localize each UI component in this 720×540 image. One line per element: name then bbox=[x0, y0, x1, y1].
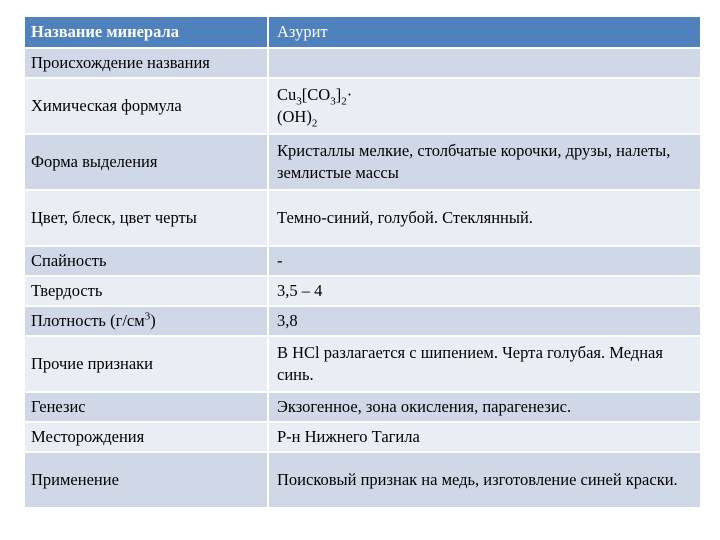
table-row bbox=[25, 246, 701, 276]
formula-part: ] bbox=[335, 85, 342, 104]
row-value: 3,8 bbox=[268, 306, 701, 336]
formula-subscript: 2 bbox=[341, 95, 347, 108]
row-label: Твердость bbox=[25, 276, 268, 306]
density-superscript: 3 bbox=[144, 310, 151, 323]
formula-subscript: 3 bbox=[296, 95, 302, 108]
formula-part: [CO bbox=[301, 85, 331, 104]
mineral-table bbox=[25, 17, 702, 509]
formula-part: (OH) bbox=[277, 107, 312, 126]
table-row bbox=[25, 336, 701, 392]
table-row bbox=[25, 392, 701, 422]
table-header-row bbox=[25, 17, 701, 48]
formula-line-1 bbox=[277, 84, 694, 106]
header-value: Азурит bbox=[268, 17, 701, 48]
table-row bbox=[25, 134, 701, 190]
table-row bbox=[25, 306, 701, 336]
density-label-suffix: ) bbox=[150, 311, 156, 330]
formula-line-2 bbox=[277, 106, 694, 128]
table-row bbox=[25, 78, 701, 134]
table-row bbox=[25, 190, 701, 246]
table-row bbox=[25, 276, 701, 306]
row-value: Темно-синий, голубой. Стеклянный. bbox=[268, 190, 701, 246]
row-label: Форма выделения bbox=[25, 134, 268, 190]
row-label: Химическая формула bbox=[25, 78, 268, 134]
row-label: Генезис bbox=[25, 392, 268, 422]
density-label: Плотность (г/см bbox=[31, 311, 145, 330]
density-label-cell bbox=[25, 306, 268, 336]
formula-subscript: 3 bbox=[330, 95, 336, 108]
row-value: В HCl разлагается с шипением. Черта голубая. Медная синь. bbox=[268, 336, 701, 392]
header-label: Название минерала bbox=[25, 17, 268, 48]
row-value: Кристаллы мелкие, столбчатые корочки, друзы, налеты, землистые массы bbox=[268, 134, 701, 190]
table-row bbox=[25, 452, 701, 508]
row-value: Экзогенное, зона окисления, парагенезис. bbox=[268, 392, 701, 422]
row-label: Цвет, блеск, цвет черты bbox=[25, 190, 268, 246]
row-value: 3,5 – 4 bbox=[268, 276, 701, 306]
row-label: Применение bbox=[25, 452, 268, 508]
formula-part: · bbox=[346, 85, 353, 104]
row-value bbox=[268, 48, 701, 78]
table-row bbox=[25, 422, 701, 452]
formula-part: Cu bbox=[277, 85, 297, 104]
formula-cell bbox=[268, 78, 701, 134]
row-label: Спайность bbox=[25, 246, 268, 276]
row-label: Месторождения bbox=[25, 422, 268, 452]
row-value: Р-н Нижнего Тагила bbox=[268, 422, 701, 452]
row-value: Поисковый признак на медь, изготовление синей краски. bbox=[268, 452, 701, 508]
row-label: Прочие признаки bbox=[25, 336, 268, 392]
row-value: - bbox=[268, 246, 701, 276]
table-row bbox=[25, 48, 701, 78]
formula-subscript: 2 bbox=[311, 117, 318, 130]
row-label: Происхождение названия bbox=[25, 48, 268, 78]
